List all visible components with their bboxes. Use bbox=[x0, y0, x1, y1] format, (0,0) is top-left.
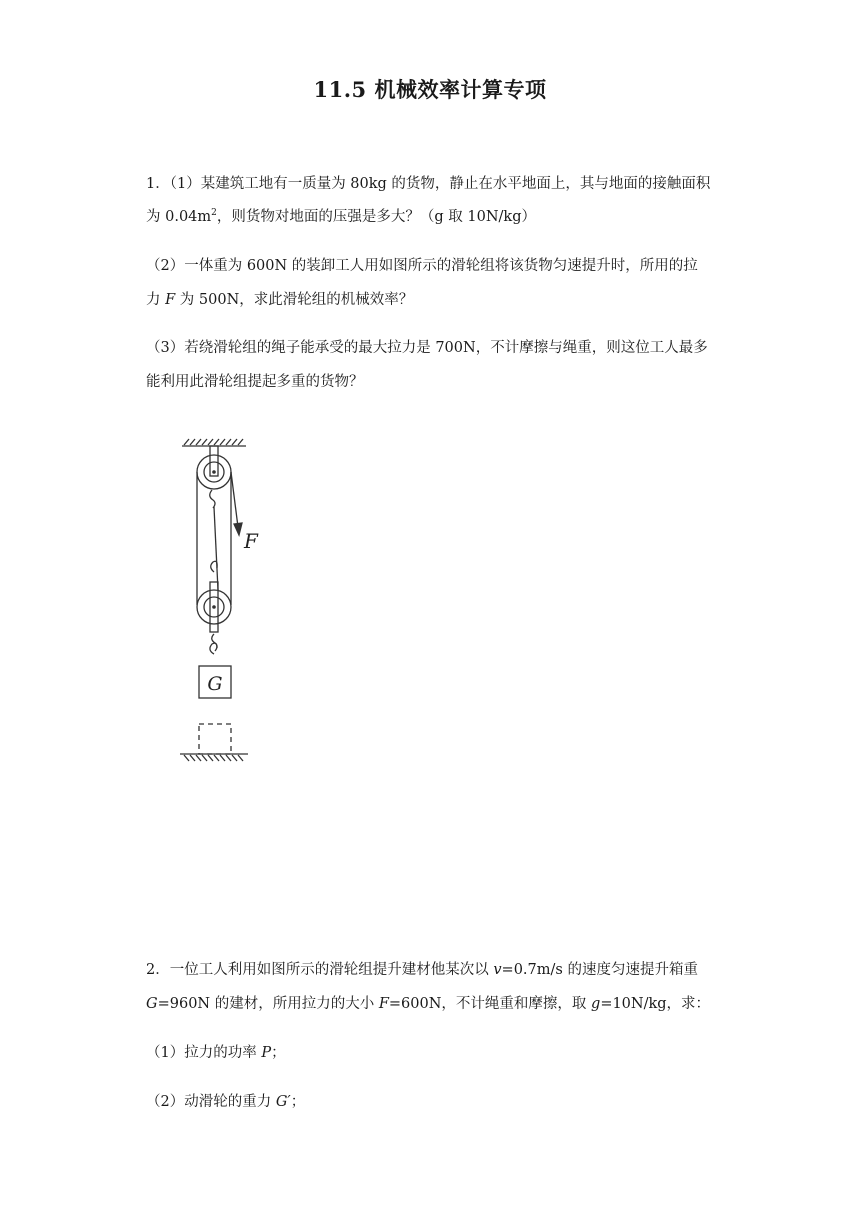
q1-line2-text-a: 为 0.04m bbox=[146, 209, 212, 225]
pulley-system-figure bbox=[170, 432, 280, 772]
q1-part2-text-a: 力 bbox=[146, 292, 166, 308]
q2-part2-text-b: ； bbox=[290, 1094, 306, 1110]
q2-line1 bbox=[146, 960, 746, 980]
q1-part2-force-symbol: F bbox=[165, 292, 176, 308]
q1-line1: 1．（1）某建筑工地有一质量为 80kg 的货物，静止在水平地面上，其与地面的接触面积 bbox=[146, 176, 711, 192]
fixed-pulley-axle bbox=[212, 470, 216, 474]
q2-power-symbol: P bbox=[261, 1045, 272, 1061]
ceiling-hatch bbox=[184, 439, 243, 445]
moving-pulley-axle bbox=[212, 605, 216, 609]
q2-line2-text-a: =960N 的建材，所用拉力的大小 bbox=[157, 996, 379, 1012]
q1-line2-superscript: 2 bbox=[211, 208, 217, 219]
q2-line1-text-a: 2．一位工人利用如图所示的滑轮组提升建材他某次以 bbox=[146, 962, 494, 978]
q1-part3-line2: 能利用此滑轮组提起多重的货物？ bbox=[146, 374, 364, 390]
q2-line2-text-b: =600N，不计绳重和摩擦，取 bbox=[388, 996, 592, 1012]
q2-line2-text-c: =10N/kg，求： bbox=[600, 996, 711, 1012]
q2-weight-symbol: G bbox=[146, 996, 158, 1012]
q1-part2-line2 bbox=[146, 290, 746, 310]
load-ghost-box bbox=[199, 724, 231, 754]
q2-gravity-symbol: g bbox=[591, 996, 601, 1012]
q1-line2-text-b: ，则货物对地面的压强是多大？（g 取 10N/kg） bbox=[216, 209, 536, 225]
load-label: G bbox=[207, 673, 223, 695]
page-title: 11.5 机械效率计算专项 bbox=[313, 77, 547, 102]
fixed-pulley-hook bbox=[210, 490, 215, 508]
q1-part2-text-b: 为 500N，求此滑轮组的机械效率？ bbox=[175, 292, 414, 308]
force-arrow-line bbox=[231, 472, 238, 527]
q2-part2-text-a: （2）动滑轮的重力 bbox=[146, 1094, 276, 1110]
force-label: F bbox=[244, 529, 258, 553]
q2-line2 bbox=[146, 994, 746, 1014]
ground-hatch bbox=[184, 755, 243, 761]
q2-part1-text-b: ； bbox=[271, 1045, 286, 1061]
force-arrowhead bbox=[234, 523, 242, 535]
q1-part2-line1: （2）一体重为 600N 的装卸工人用如图所示的滑轮组将该货物匀速提升时，所用的拉 bbox=[146, 258, 698, 274]
q1-part3-line1: （3）若绕滑轮组的绳子能承受的最大拉力是 700N，不计摩擦与绳重，则这位工人最多 bbox=[146, 340, 708, 356]
q2-part1 bbox=[146, 1043, 746, 1063]
q1-line2 bbox=[146, 207, 746, 227]
rope-middle bbox=[214, 507, 218, 590]
q2-part2 bbox=[146, 1092, 746, 1112]
q2-velocity-symbol: v bbox=[493, 962, 502, 978]
q2-force-symbol: F bbox=[378, 996, 389, 1012]
q2-line1-text-b: =0.7m/s 的速度匀速提升箱重 bbox=[501, 962, 698, 978]
q2-pulley-weight-symbol: G′ bbox=[275, 1094, 291, 1110]
q2-part1-text-a: （1）拉力的功率 bbox=[146, 1045, 262, 1061]
